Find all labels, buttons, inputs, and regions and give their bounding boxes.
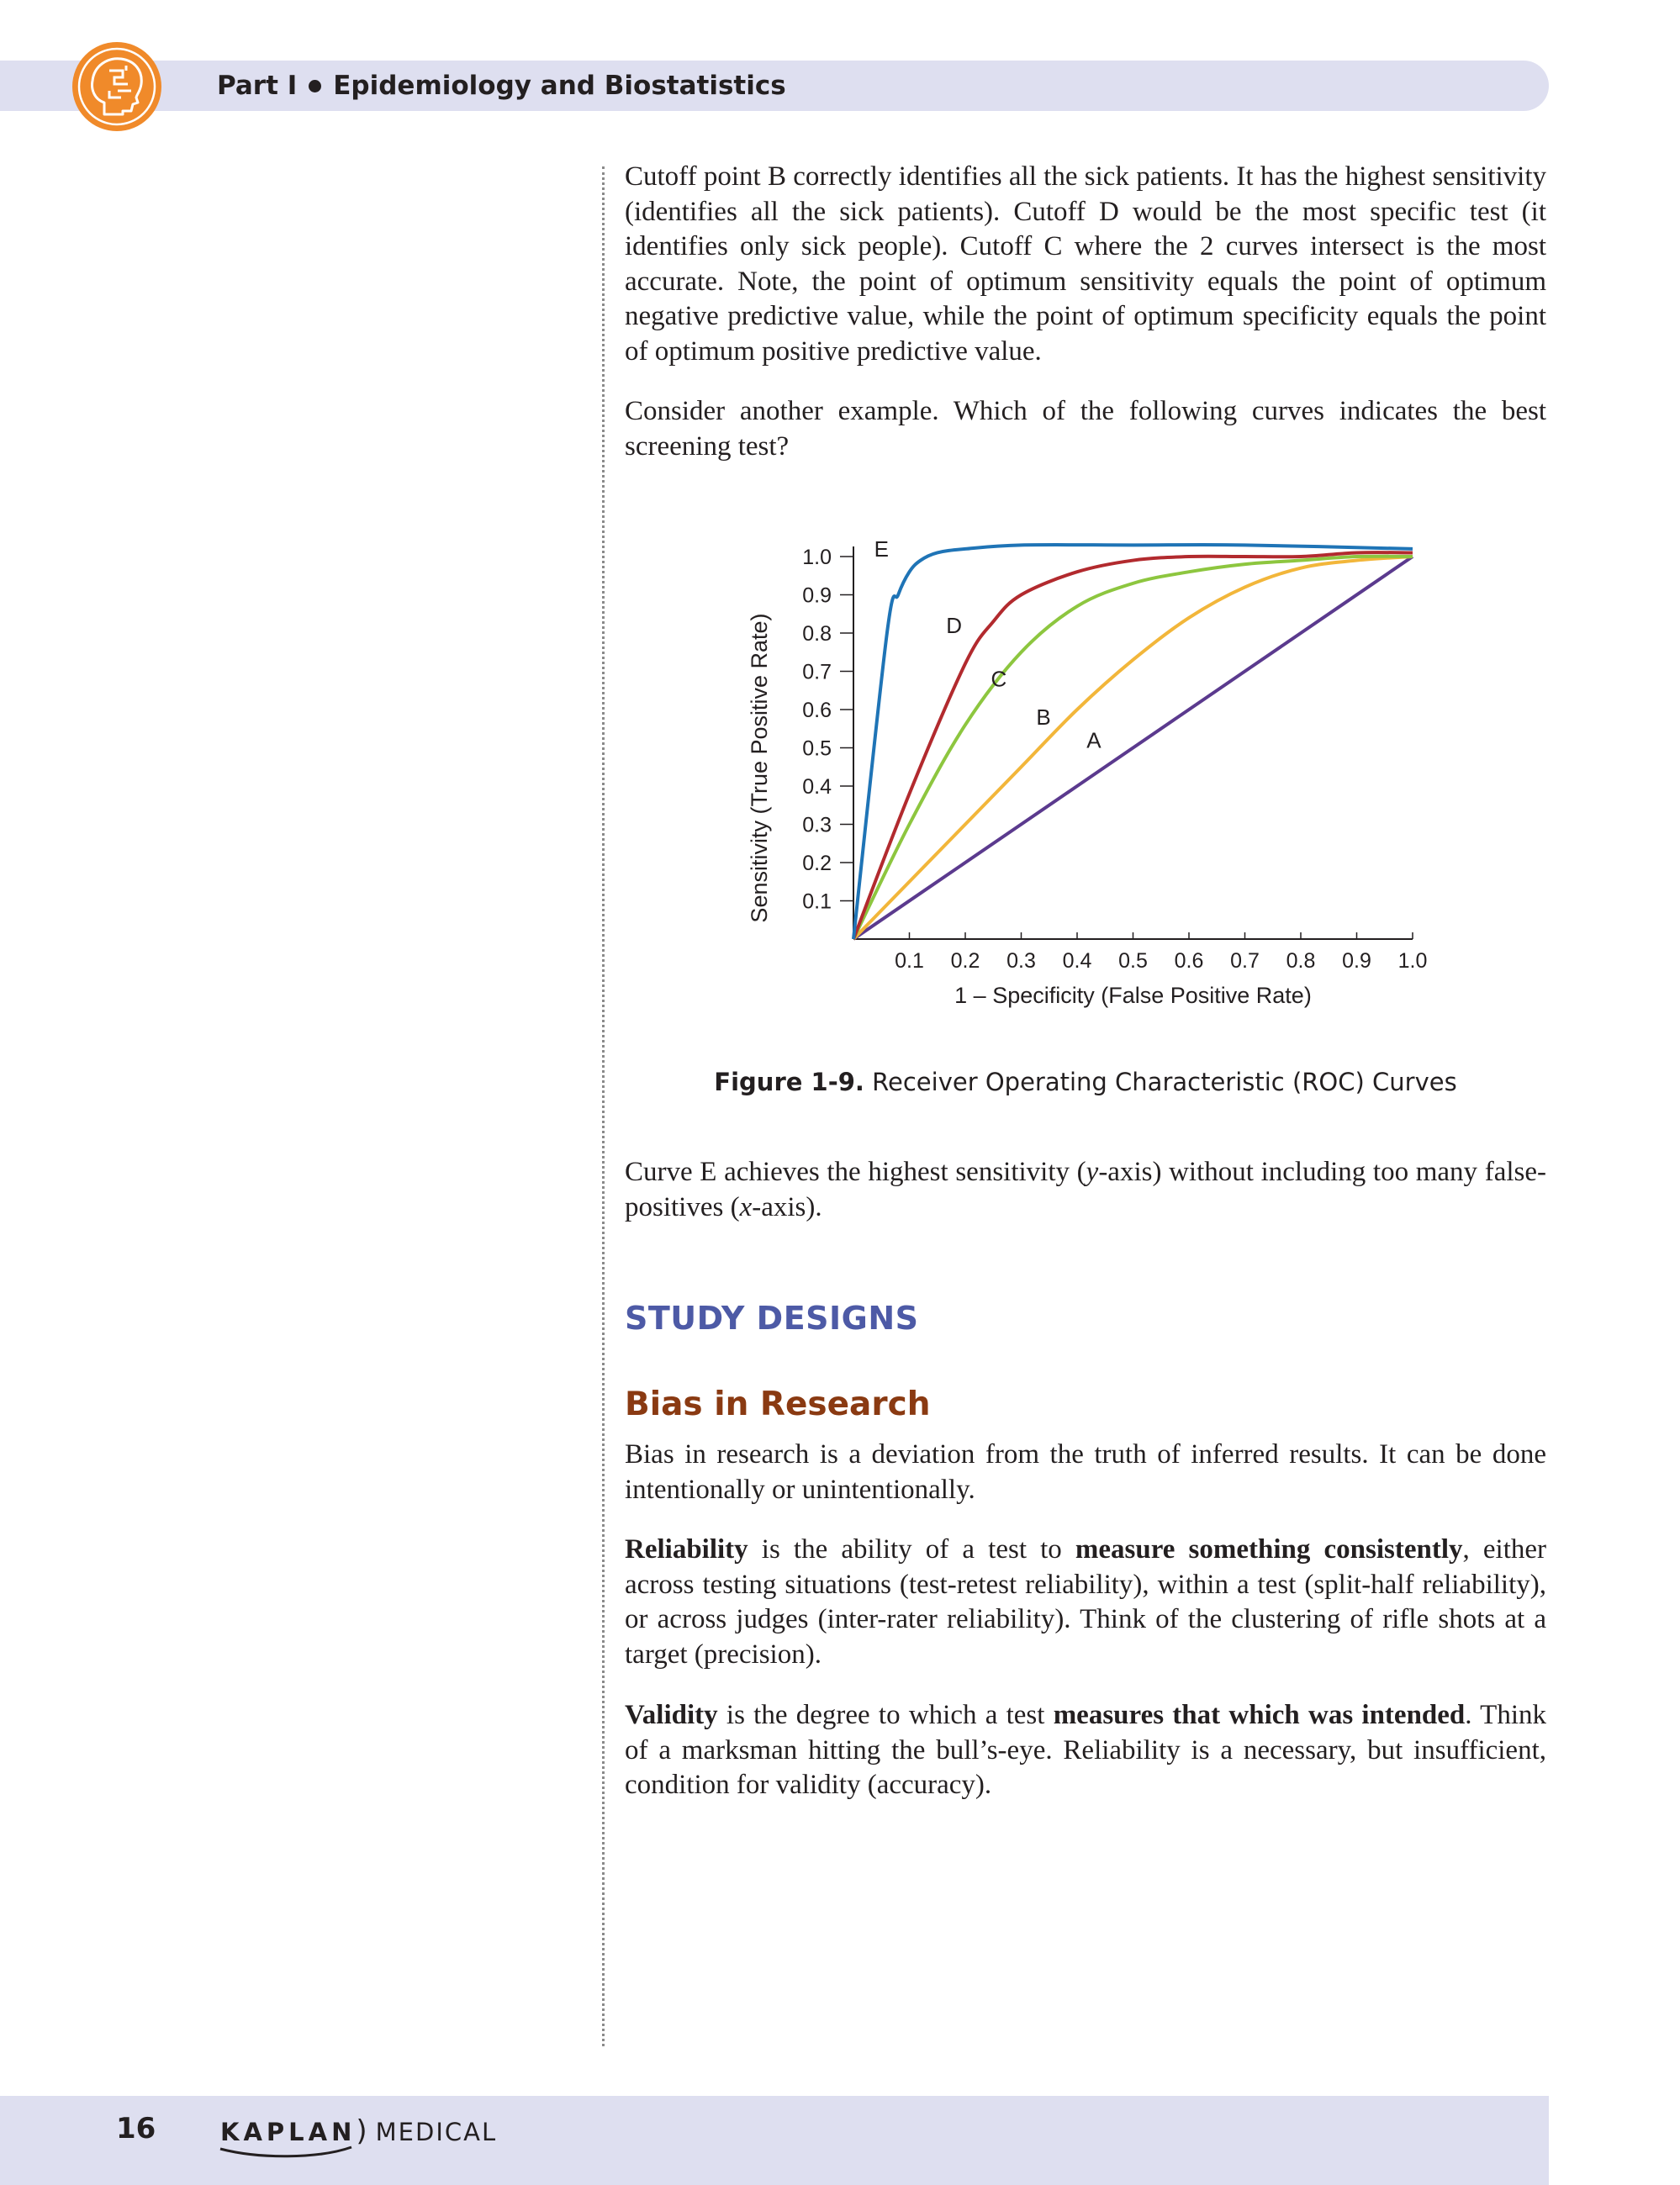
- validity-text-2: . Think of a marksman hitting the bull’s-eye. Reliability is a necessary, but insufficient, condition for validity (accuracy).: [625, 1700, 1547, 1800]
- chart-series: [853, 545, 1413, 939]
- curve-e-text-1: Curve E achieves the highest sensitivity (: [625, 1157, 1086, 1187]
- y-tick-label: 0.3: [802, 813, 832, 837]
- brand-name: KAPLAN: [220, 2118, 357, 2146]
- x-tick-label: 0.5: [1118, 949, 1148, 973]
- paragraph-reliability: [625, 1533, 1546, 1672]
- validity-emphasis: measures that which was intended: [1053, 1700, 1466, 1730]
- margin-rule: [602, 166, 605, 2046]
- series-label-c: C: [991, 666, 1007, 692]
- head-with-maze-icon: [71, 40, 163, 133]
- y-axis-label: Sensitivity (True Positive Rate): [747, 613, 772, 923]
- y-tick-label: 0.4: [802, 775, 832, 799]
- chart-labels: [747, 536, 1427, 1008]
- y-tick-label: 0.7: [802, 660, 832, 684]
- x-tick-label: 0.1: [895, 949, 924, 973]
- series-line-a: [853, 557, 1413, 939]
- y-tick-label: 0.1: [802, 889, 832, 914]
- brand-paren-icon: ): [356, 2114, 367, 2148]
- roc-chart: [740, 530, 1429, 1034]
- reliability-text-1: is the ability of a test to: [748, 1534, 1075, 1565]
- series-label-d: D: [946, 613, 963, 638]
- series-label-a: A: [1086, 727, 1102, 753]
- reliability-emphasis: measure something consistently: [1075, 1534, 1463, 1565]
- x-tick-label: 0.6: [1174, 949, 1204, 973]
- term-reliability: Reliability: [625, 1534, 748, 1565]
- page-number: 16: [116, 2112, 156, 2145]
- y-tick-label: 0.2: [802, 852, 832, 875]
- x-tick-label: 0.4: [1062, 949, 1092, 973]
- header-part: Part I: [217, 71, 298, 101]
- paragraph-consider: Consider another example. Which of the following curves indicates the best screening test?: [625, 396, 1546, 462]
- chart-axes: [840, 546, 1413, 939]
- curve-e-text-2: -axis) without including too many false-positives (: [625, 1157, 1546, 1222]
- reliability-text-2: , either across testing situations (test-retest reliability), within a test (split-half reliability), or across judges (inter-rater reliability). Think of the clustering of rifle shots at a target (precision).: [625, 1534, 1547, 1670]
- y-italic: y: [1086, 1157, 1099, 1187]
- curve-e-text-3: -axis).: [752, 1191, 822, 1222]
- x-italic: x: [739, 1191, 753, 1222]
- brand-suffix: MEDICAL: [375, 2118, 498, 2146]
- y-tick-label: 0.6: [802, 699, 832, 722]
- y-tick-label: 1.0: [802, 546, 832, 569]
- y-tick-label: 0.5: [802, 736, 832, 761]
- running-header: [217, 69, 786, 103]
- series-label-e: E: [874, 536, 889, 562]
- swoosh-icon: [217, 2145, 360, 2159]
- subheading: Bias in Research: [625, 1385, 931, 1423]
- x-tick-label: 0.2: [950, 949, 980, 973]
- paragraph-cutoff: Cutoff point B correctly identifies all the sick patients. It has the highest sensitivity (identifies all the sick patients). Cutoff D would be the most specific test (it identifies only sick people). Cutoff C where the 2 curves intersect is the most accurate. Note, the point of optimum sensitivity equals the point of optimum negative predictive value, while the point of optimum specificity equals the point of optimum positive predictive value.: [625, 161, 1546, 367]
- publisher-logo: [220, 2114, 497, 2148]
- paragraph-bias: Bias in research is a deviation from the truth of inferred results. It can be done intentionally or unintentionally.: [625, 1439, 1546, 1505]
- term-validity: Validity: [625, 1700, 718, 1730]
- x-tick-label: 0.9: [1342, 949, 1371, 973]
- caption-text: Receiver Operating Characteristic (ROC) Curves: [872, 1068, 1457, 1096]
- paragraph-validity: [625, 1698, 1546, 1803]
- x-tick-label: 0.8: [1286, 949, 1316, 973]
- figure-caption: [625, 1068, 1546, 1096]
- section-heading: STUDY DESIGNS: [625, 1300, 919, 1337]
- y-tick-label: 0.8: [802, 622, 832, 646]
- x-tick-label: 0.7: [1230, 949, 1260, 973]
- series-label-b: B: [1036, 705, 1051, 731]
- paragraph-curve-e: [625, 1155, 1546, 1225]
- header-title: Epidemiology and Biostatistics: [333, 71, 786, 101]
- x-axis-label: 1 – Specificity (False Positive Rate): [954, 983, 1312, 1008]
- y-tick-label: 0.9: [802, 583, 832, 608]
- caption-label: Figure 1-9.: [714, 1068, 864, 1096]
- x-tick-label: 1.0: [1397, 949, 1428, 973]
- validity-text-1: is the degree to which a test: [717, 1700, 1054, 1730]
- x-tick-label: 0.3: [1006, 949, 1036, 973]
- bullet-dot-icon: [309, 80, 321, 92]
